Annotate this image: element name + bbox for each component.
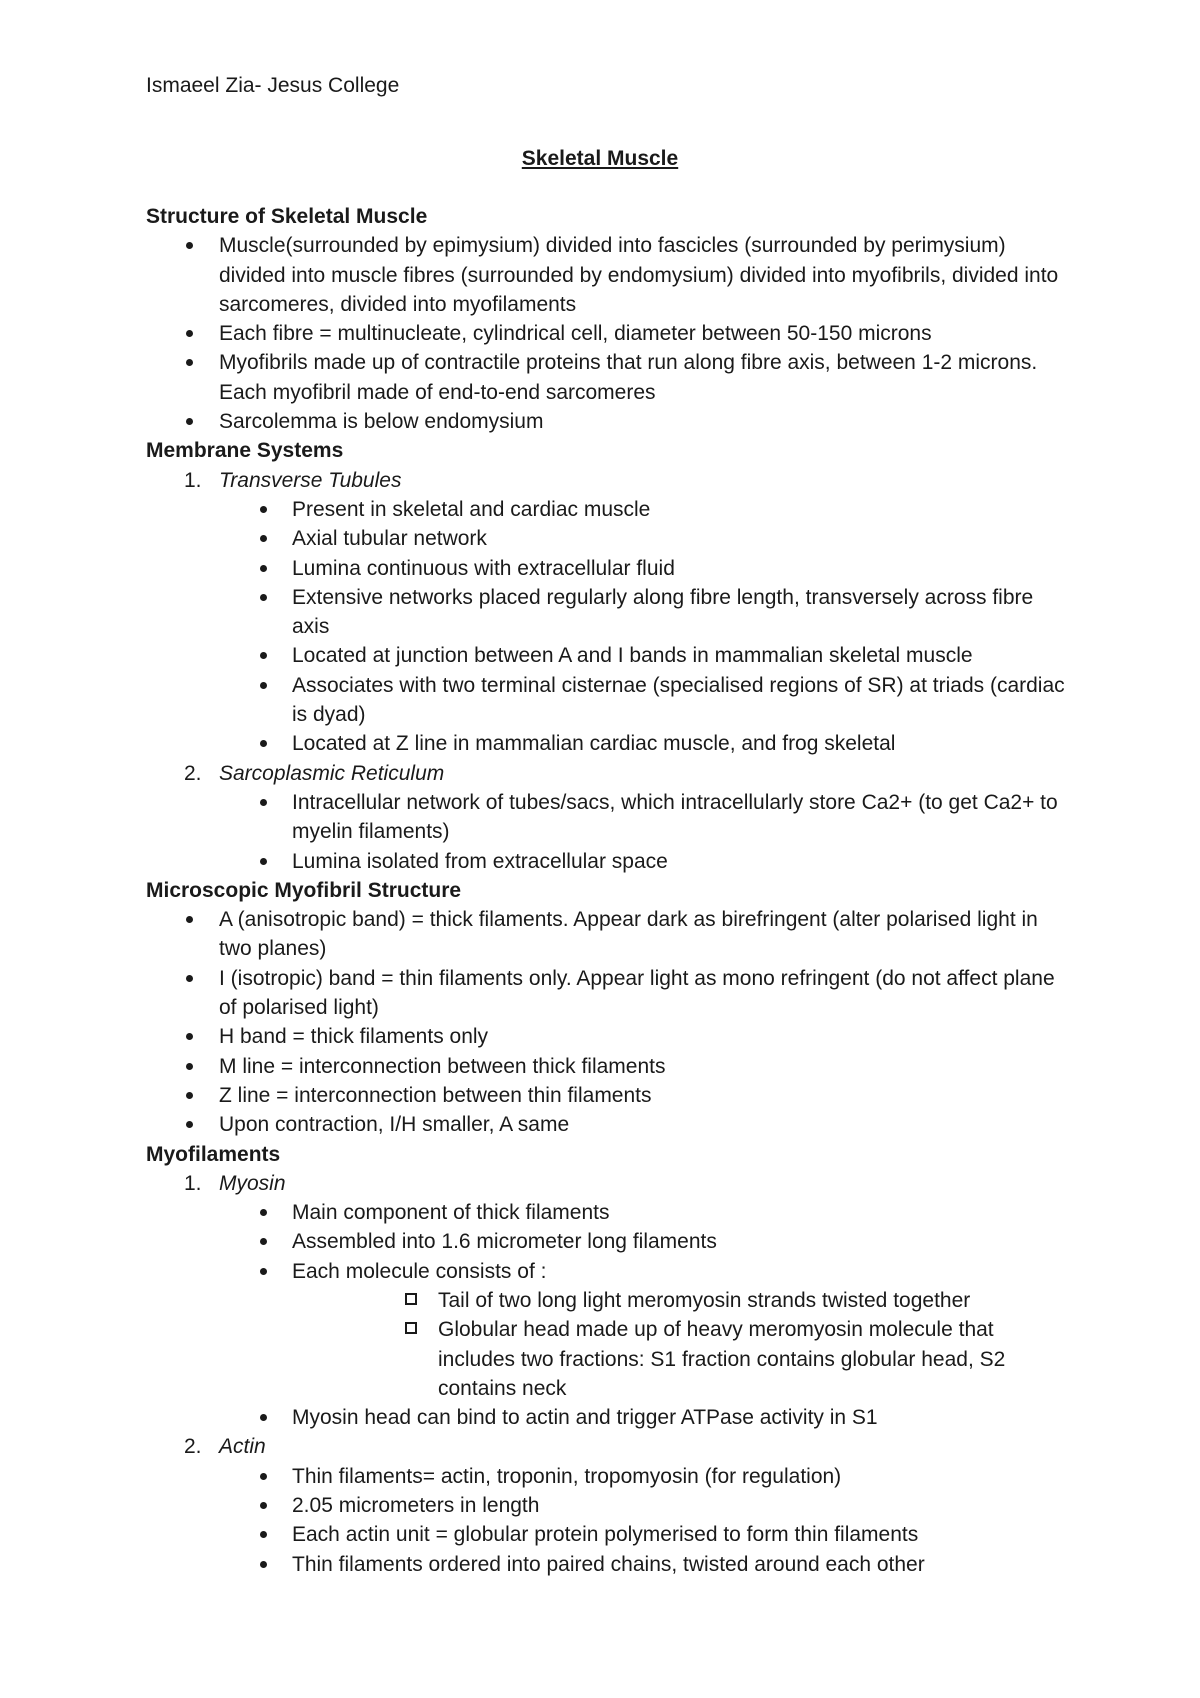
myosin-checkbox-list: [219, 1286, 1066, 1403]
list-item: Each molecule consists of :: [146, 1257, 1066, 1286]
list-item: Lumina continuous with extracellular fluid: [146, 554, 1066, 583]
list-item: A (anisotropic band) = thick filaments. Appear dark as birefringent (alter polarised light in two planes): [146, 905, 1066, 964]
list-item: Thin filaments= actin, troponin, tropomyosin (for regulation): [146, 1462, 1066, 1491]
list-item: Located at junction between A and I bands in mammalian skeletal muscle: [146, 641, 1066, 670]
list-item: I (isotropic) band = thin filaments only. Appear light as mono refringent (do not affect plane of polarised light): [146, 964, 1066, 1023]
list-item: Myofibrils made up of contractile proteins that run along fibre axis, between 1-2 microns. Each myofibril made of end-to-end sarcomeres: [146, 348, 1066, 407]
list-item: 2.05 micrometers in length: [146, 1491, 1066, 1520]
list-item: Extensive networks placed regularly along fibre length, transversely across fibre axis: [146, 583, 1066, 642]
list-item: Myosin head can bind to actin and trigger ATPase activity in S1: [146, 1403, 1066, 1432]
list-item: Present in skeletal and cardiac muscle: [146, 495, 1066, 524]
item-number: 1.: [184, 468, 202, 492]
list-item: Thin filaments ordered into paired chains, twisted around each other: [146, 1550, 1066, 1579]
list-item: Sarcolemma is below endomysium: [146, 407, 1066, 436]
myofilaments-numbered-list: [146, 1169, 1066, 1579]
list-item: M line = interconnection between thick filaments: [146, 1052, 1066, 1081]
myosin-bullets-continued: [146, 1403, 1066, 1432]
list-item: Each fibre = multinucleate, cylindrical cell, diameter between 50-150 microns: [146, 319, 1066, 348]
section-heading-microscopic: Microscopic Myofibril Structure: [146, 878, 462, 902]
list-item: Z line = interconnection between thin filaments: [146, 1081, 1066, 1110]
subheading-transverse-tubules: Transverse Tubules: [219, 468, 402, 492]
list-item: Upon contraction, I/H smaller, A same: [146, 1110, 1066, 1139]
list-item: Associates with two terminal cisternae (specialised regions of SR) at triads (cardiac is dyad): [146, 671, 1066, 730]
list-item: Located at Z line in mammalian cardiac muscle, and frog skeletal: [146, 729, 1066, 758]
document-title: Skeletal Muscle: [521, 147, 679, 170]
item-number: 1.: [184, 1171, 202, 1195]
subheading-myosin: Myosin: [219, 1171, 286, 1195]
list-item: Muscle(surrounded by epimysium) divided into fascicles (surrounded by perimysium) divided into muscle fibres (surrounded by endomysium) divided into myofibrils, divided into sarcomeres, divided into myofilaments: [146, 231, 1066, 319]
document-header: Ismaeel Zia- Jesus College: [146, 74, 400, 97]
structure-bullet-list: [146, 231, 1066, 436]
numbered-item-sarcoplasmic-reticulum: [146, 759, 1066, 876]
section-heading-structure: Structure of Skeletal Muscle: [146, 205, 428, 228]
section-heading-membrane: Membrane Systems: [146, 439, 344, 463]
transverse-tubules-bullets: [146, 495, 1066, 759]
membrane-numbered-list: [146, 466, 1066, 876]
list-item: H band = thick filaments only: [146, 1022, 1066, 1051]
actin-bullets: [146, 1462, 1066, 1579]
section-heading-myofilaments: Myofilaments: [146, 1142, 281, 1166]
list-item: Intracellular network of tubes/sacs, which intracellularly store Ca2+ (to get Ca2+ to myelin filaments): [146, 788, 1066, 847]
item-number: 2.: [184, 761, 202, 785]
list-item: Assembled into 1.6 micrometer long filaments: [146, 1227, 1066, 1256]
list-item: Each actin unit = globular protein polymerised to form thin filaments: [146, 1520, 1066, 1549]
numbered-item-transverse-tubules: [146, 466, 1066, 759]
myosin-bullets: [146, 1198, 1066, 1286]
numbered-item-actin: [146, 1432, 1066, 1578]
subheading-actin: Actin: [219, 1435, 266, 1459]
microscopic-bullet-list: [146, 905, 1066, 1139]
list-item: Main component of thick filaments: [146, 1198, 1066, 1227]
checkbox-item: Globular head made up of heavy meromyosin molecule that includes two fractions: S1 fraction contains globular head, S2 contains neck: [219, 1315, 1066, 1403]
checkbox-item: Tail of two long light meromyosin strands twisted together: [219, 1286, 1066, 1315]
document-body: [146, 202, 1066, 1579]
numbered-item-myosin: [146, 1169, 1066, 1433]
subheading-sarcoplasmic-reticulum: Sarcoplasmic Reticulum: [219, 761, 445, 785]
sarcoplasmic-reticulum-bullets: [146, 788, 1066, 876]
list-item: Lumina isolated from extracellular space: [146, 847, 1066, 876]
item-number: 2.: [184, 1435, 202, 1459]
list-item: Axial tubular network: [146, 524, 1066, 553]
